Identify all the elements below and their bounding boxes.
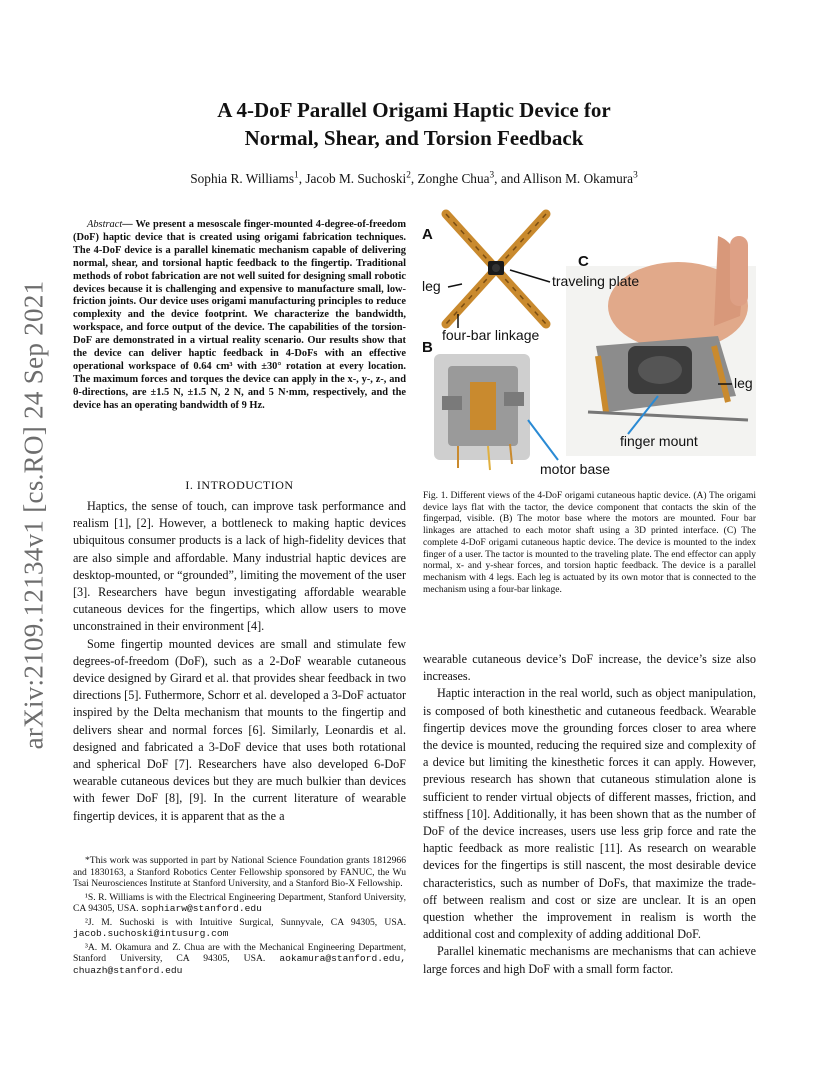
author-4-affil: 3 — [633, 170, 638, 181]
abstract-label: Abstract — [87, 219, 123, 230]
paragraph: Haptics, the sense of touch, can improve task performance and realism [1], [2]. However, a bottleneck to making haptic devices ubiquitous consumer products is a lack of high-fidelity devices that are also simple and affordable. Many industrial haptic devices are desktop-mounted, or “grounded”, limiting the movement of the user [3]. Researchers have begun investigating affordable wearable cutaneous devices for the fingertips, which allow users to move unconstrained in their environment [4]. — [73, 499, 406, 634]
paper-title — [0, 96, 828, 152]
section-heading: I. INTRODUCTION — [185, 478, 294, 492]
footnote-text: ¹S. R. Williams is with the Electrical Engineering Department, Stanford University, CA 94305, USA. — [73, 891, 406, 914]
author-4: Allison M. Okamura — [522, 171, 634, 186]
footnotes — [73, 855, 406, 978]
arxiv-stamp — [4, 280, 64, 750]
author-sep: , — [494, 171, 501, 186]
panel-a-origami — [446, 214, 546, 324]
email-link[interactable]: aokamura@stanford.edu, chuazh@stanford.edu — [73, 953, 406, 976]
author-1: Sophia R. Williams — [190, 171, 295, 186]
panel-c-device-on-finger — [566, 236, 756, 456]
title-line-1: A 4-DoF Parallel Origami Haptic Device for — [217, 98, 611, 122]
abstract-text: — We present a mesoscale finger-mounted 4-degree-of-freedom (DoF) haptic device that is created using origami fabrication techniques. The 4-DoF device is a parallel kinematic mechanism capable of delivering normal, shear, and torsional haptic feedback to the fingertip. Traditional methods of robot fabrication are not well suited for designing small robotic devices because it is challenging and expensive to manufacture small, low-friction joints. Our device uses origami manufacturing principles to reduce complexity and the device footprint. We characterize the bandwidth, workspace, and force output of the device. The capabilities of the torsion-DoF are demonstrated in a virtual reality scenario. Our results show that the device can deliver haptic feedback in 4-DoFs with an effective operational workspace of 0.64 cm³ with ±30° rotation at every location. The maximum forces and torques the device can apply in the x-, y-, z-, and θ-directions, are ±1.5 N, ±1.5 N, 2 N, and 5 N·mm, respectively, and the device has an operating bandwidth of 9 Hz. — [73, 219, 406, 411]
author-list — [0, 171, 828, 187]
author-sep: , — [410, 171, 418, 186]
author-3: Zonghe Chua — [417, 171, 490, 186]
paragraph: Some fingertip mounted devices are small and stimulate few degrees-of-freedom (DoF), such as a 2-DoF wearable cutaneous device designed by Girard et al. that provides shear feedback in two directions [5]. Futhermore, Schorr et al. developed a 3-DoF actuator inspired by the Delta mechanism that mounts to the fingertip and delivers shear and normal forces [6]. Similarly, Leonardis et al. designed and fabricated a 3-DoF device that uses both rotational and spherical DoF [7]. Researchers have also developed 6-DoF wearable cutaneous devices but they are much bulkier than devices with fewer DoF [8], [9]. In the current literature of wearable fingertip devices, it is apparent that as the a — [73, 636, 406, 823]
email-link[interactable]: sophiarw@stanford.edu — [140, 903, 262, 914]
arxiv-id: arXiv:2109.12134v1 [cs.RO] 24 Sep 2021 — [18, 280, 49, 750]
author-1-affil: 1 — [294, 170, 299, 181]
fig-label-a: A — [422, 226, 433, 243]
fig-label-c: C — [578, 253, 589, 270]
footnote-funding — [73, 855, 406, 890]
figure-illustration — [418, 206, 756, 482]
right-column-body — [423, 651, 756, 978]
figure-1 — [418, 206, 756, 482]
author-2: Jacob M. Suchoski — [305, 171, 407, 186]
email-link[interactable]: jacob.suchoski@intusurg.com — [73, 928, 229, 939]
figure-caption: Fig. 1. Different views of the 4-DoF origami cutaneous haptic device. (A) The origami device lays flat with the tactor, the device component that contacts the skin of the fingerpad, visible. (B) The motor base where the motors are mounted. Four bar linkages are attached to each motor shaft using a 3D printed interface. (C) The complete 4-DoF origami cutaneous haptic device. The device is mounted to the index finger of a user. The tactor is mounted to the traveling plate. The end effector can apply normal, x- and y-shear forces, and torsion haptic feedback. The device is a parallel mechanism with 4 legs. Each leg is actuated by its own motor that is connected to the mechanism using a four-bar linkage. — [423, 491, 756, 595]
author-and: and — [500, 171, 523, 186]
paragraph: Parallel kinematic mechanisms are mechanisms that can achieve large forces and high DoF with a small form factor. — [423, 944, 756, 976]
label-finger-mount: finger mount — [620, 433, 698, 449]
footnote-affil-3 — [73, 942, 406, 977]
label-leg-right: leg — [734, 375, 753, 391]
label-four-bar: four-bar linkage — [442, 327, 540, 343]
footnote-text: ²J. M. Suchoski is with Intuitive Surgical, Sunnyvale, CA 94305, USA. — [85, 916, 406, 928]
panel-b-motor-base — [434, 354, 530, 470]
footnote-affil-1 — [73, 892, 406, 915]
footnote-affil-2 — [73, 917, 406, 940]
paragraph: wearable cutaneous device’s DoF increase, the device’s size also increases. — [423, 652, 756, 684]
title-line-2: Normal, Shear, and Torsion Feedback — [244, 126, 584, 150]
footnote-text: *This work was supported in part by National Science Foundation grants 1812966 and 1830163, a Stanford Robotics Center Fellowship sponsored by FANUC, the Wu Tsai Neurosciences Institute at Stanford University, and a Stanford Bio-X Fellowship. — [73, 855, 406, 889]
intro-body — [73, 498, 406, 825]
label-leg-left: leg — [422, 278, 441, 294]
author-3-affil: 3 — [489, 170, 495, 181]
paragraph: Haptic interaction in the real world, such as object manipulation, is composed of both kinesthetic and cutaneous feedback. Wearable fingertip devices move the grounding forces closer to area where the device is mounted, reducing the required size and complexity of a device but limiting the kinesthetic forces it can apply. However, previous research has shown that cutaneous stimulation alone is sufficient to render virtual objects of different masses, friction, and stiffness [10]. Additionally, it has been shown that as the number of DoF of the device increases, users use less grip force and rate the haptic feedback as more realistic [11]. As research on wearable devices for the fingertips is still nascent, the most desirable device characteristics, such as number of DoFs, that maximize the trade-off between realism and cost or size are unclear. It is an open question whether the improvement in realism is worth the additional cost and complexity of adding additional DoF. — [423, 686, 756, 942]
author-2-affil: 2 — [406, 170, 411, 181]
label-traveling-plate: traveling plate — [552, 273, 640, 289]
label-motor-base: motor base — [540, 461, 611, 477]
footnote-text: ³A. M. Okamura and Z. Chua are with the Mechanical Engineering Department, Stanford University, CA 94305, USA. — [73, 941, 406, 964]
fig-label-b: B — [422, 339, 433, 356]
abstract — [73, 219, 406, 413]
author-sep: , — [298, 171, 306, 186]
